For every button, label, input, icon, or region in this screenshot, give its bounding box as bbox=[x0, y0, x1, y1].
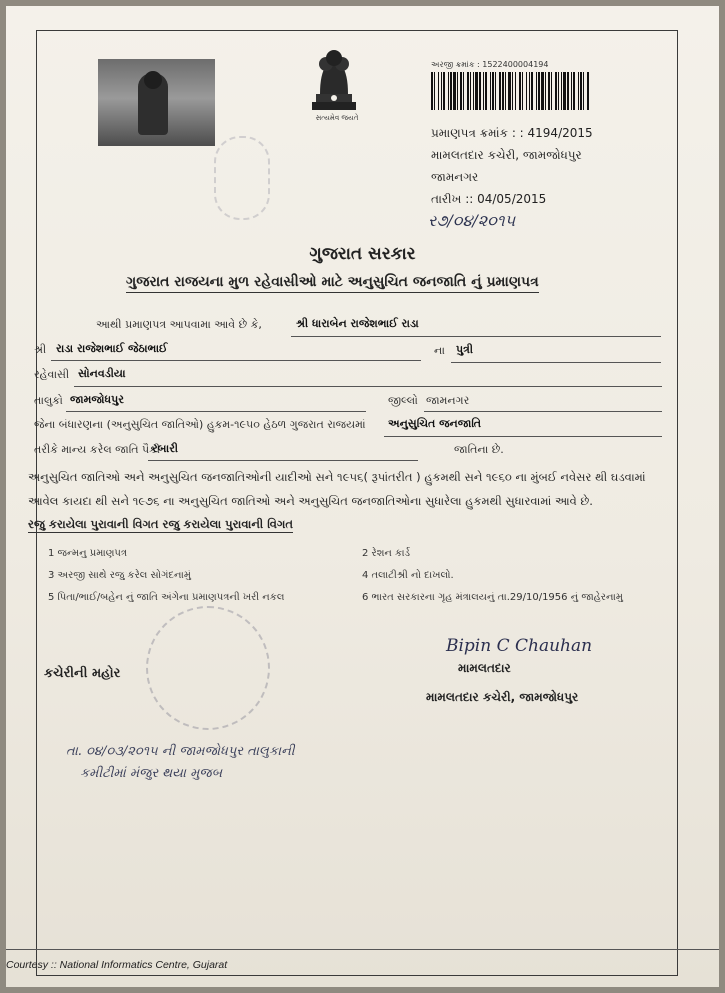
documents-heading: રજુ કરાયેલા પુરાવાની વિગત રજુ કરાયેલા પુરાવાની વિગત bbox=[28, 517, 293, 531]
barcode-icon bbox=[431, 72, 591, 110]
district-value: જામનગર bbox=[426, 394, 470, 407]
government-title: ગુજરાત સરકાર bbox=[309, 244, 416, 264]
caste-value: રબારી bbox=[152, 442, 179, 455]
certificate-page bbox=[6, 6, 719, 987]
district-label: જીલ્લો bbox=[388, 394, 418, 407]
issuing-office: મામલતદાર કચેરી, જામજોધપુર bbox=[431, 148, 582, 162]
shri-label: શ્રી bbox=[34, 343, 47, 356]
child-head bbox=[144, 71, 162, 89]
recognized-label: તરીકે માન્ય કરેલ જાતિ પૈકી bbox=[34, 443, 161, 456]
document-item: 1 જન્મનુ પ્રમાણપત્ર bbox=[48, 548, 128, 559]
relation-value: પુત્રી bbox=[456, 343, 474, 356]
document-item: 4 તલાટીશ્રી નો દાખલો. bbox=[362, 570, 454, 581]
village-value: સોનવડીયા bbox=[78, 367, 126, 380]
handwritten-reference: ર૭/૦૪/૨૦૧૫ bbox=[428, 211, 516, 230]
document-item: 5 પિતા/ભાઈ/બહેન નું જાતિ અંગેના પ્રમાણપત્રની ખરી નકલ bbox=[48, 592, 285, 603]
application-number: અરજી ક્રમાંક : 1522400004194 bbox=[431, 60, 549, 69]
office-seal-stamp bbox=[146, 606, 270, 730]
signatory-title: મામલતદાર bbox=[458, 661, 511, 675]
courtesy-footer: Courtesy :: National Informatics Centre, Gujarat bbox=[6, 959, 228, 971]
handwritten-note-line-1: તા. ૦૪/૦૩/૨૦૧૫ ની જામજોધપુર તાલુકાની bbox=[66, 744, 295, 759]
paragraph-line-1: અનુસુચિત જાતિઓ અને અનુસુચિત જનજાતિઓની યાદીઓ સને ૧૯૫૬( રૂપાંતરીત ) હુકમથી સને ૧૯૬૦ ના મુંબઈ નવેસર થી ઘડવામાં bbox=[28, 470, 646, 484]
office-seal-label: કચેરીની મહોર bbox=[44, 666, 121, 681]
document-item: 6 ભારત સરકારના ગૃહ મંત્રાલયનું તા.29/10/1956 નું જાહેરનામુ bbox=[362, 592, 623, 603]
signature-mark: Bipin C Chauhan bbox=[446, 636, 593, 656]
document-item: 2 રેશન કાર્ડ bbox=[362, 548, 411, 559]
issuing-district: જામનગર bbox=[431, 170, 479, 184]
category-value: અનુસુચિત જનજાતિ bbox=[388, 417, 482, 430]
document-item: 3 અરજી સાથે રજુ કરેલ સોગંદનામું bbox=[48, 570, 191, 581]
faint-stamp-mark bbox=[214, 136, 270, 220]
applicant-photo bbox=[98, 59, 215, 146]
relation-label: ના bbox=[434, 344, 445, 357]
paragraph-line-2: આવેલ કાયદા થી સને ૧૯૭૬ ના અનુસુચિત જાતિઓ અને અનુસુચિત જનજાતિઓના સુધારેલા હુકમથી સુધારવામાં આવે છે. bbox=[28, 494, 593, 508]
certificate-number: પ્રમાણપત્ર ક્રમાંક : : 4194/2015 bbox=[431, 126, 593, 140]
emblem-caption: સત્યમેવ જયતે bbox=[315, 114, 359, 122]
father-name: રાડા રાજેશભાઈ જેઠાભાઈ bbox=[56, 342, 168, 355]
signatory-office: મામલતદાર કચેરી, જામજોધપુર bbox=[426, 690, 579, 704]
issue-date: તારીખ :: 04/05/2015 bbox=[431, 192, 547, 206]
intro-label: આથી પ્રમાણપત્ર આપવામા આવે છે કે, bbox=[96, 318, 262, 331]
constitution-label: જેના બંધારણના (અનુસુચિત જાતિઓ) હુકમ-૧૯૫૦ હેઠળ ગુજરાત રાજયમાં bbox=[34, 418, 366, 431]
handwritten-note-line-2: કમીટીમાં મંજુર થયા મુજબ bbox=[80, 766, 223, 781]
caste-suffix: જાતિના છે. bbox=[454, 443, 504, 456]
resident-label: રહેવાસી bbox=[34, 368, 70, 381]
applicant-name: શ્રી ધારાબેન રાજેશભાઈ રાડા bbox=[296, 317, 419, 330]
certificate-title: ગુજરાત રાજયના મુળ રહેવાસીઓ માટે અનુસુચિત જનજાતિ નું પ્રમાણપત્ર bbox=[126, 274, 539, 293]
taluka-label: તાલુકો bbox=[34, 394, 63, 407]
national-emblem-icon bbox=[306, 44, 362, 114]
taluka-value: જામજોધપુર bbox=[70, 393, 124, 406]
